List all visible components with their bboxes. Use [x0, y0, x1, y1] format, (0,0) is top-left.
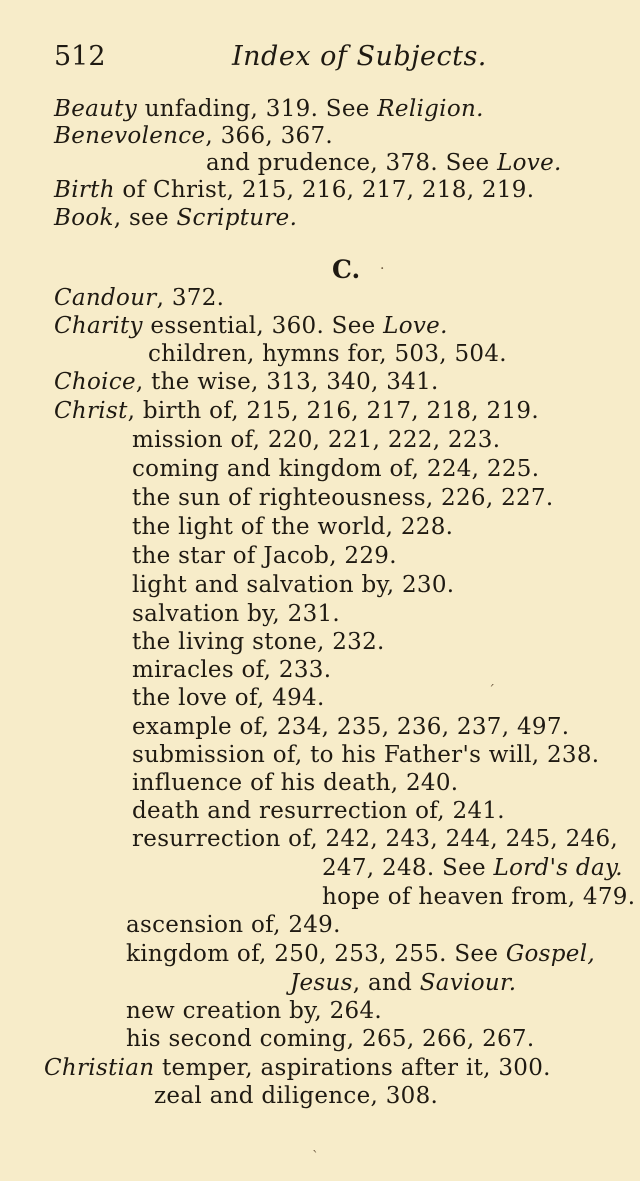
index-subentry: the light of the world, 228. [132, 514, 454, 540]
index-entry-beauty: Beauty unfading, 319. See Religion. [54, 96, 484, 122]
page-number: 512 [54, 41, 106, 72]
index-subentry: light and salvation by, 230. [132, 572, 455, 598]
index-subentry: resurrection of, 242, 243, 244, 245, 246, [132, 826, 619, 852]
index-subentry-continued: 247, 248. See Lord's day. [322, 855, 623, 881]
index-subentry: his second coming, 265, 266, 267. [126, 1026, 535, 1052]
index-subentry: miracles of, 233. [132, 657, 332, 683]
page-title: Index of Subjects. [232, 41, 487, 72]
index-subentry: hope of heaven from, 479. [322, 884, 636, 910]
index-subentry: submission of, to his Father's will, 238. [132, 742, 600, 768]
index-subentry: kingdom of, 250, 253, 255. See Gospel, [126, 941, 595, 967]
index-entry-candour: Candour, 372. [54, 285, 225, 311]
index-entry-birth: Birth of Christ, 215, 216, 217, 218, 219. [54, 177, 535, 203]
index-subentry: example of, 234, 235, 236, 237, 497. [132, 714, 570, 740]
index-entry-book: Book, see Scripture. [54, 205, 298, 231]
paper-speck: · [380, 261, 385, 277]
paper-speck: ˊ [488, 683, 495, 699]
index-subentry-continued: Jesus, and Saviour. [290, 970, 517, 996]
index-subentry: new creation by, 264. [126, 998, 382, 1024]
index-entry-choice: Choice, the wise, 313, 340, 341. [54, 369, 439, 395]
index-entry-christian: Christian temper, aspirations after it, 300. [44, 1055, 551, 1081]
index-subentry: zeal and diligence, 308. [154, 1083, 439, 1109]
index-entry-charity: Charity essential, 360. See Love. [54, 313, 448, 339]
index-entry-benevolence: Benevolence, 366, 367. [54, 123, 334, 149]
index-entry-christ: Christ, birth of, 215, 216, 217, 218, 219. [54, 398, 539, 424]
index-subentry: ascension of, 249. [126, 912, 341, 938]
index-subentry: salvation by, 231. [132, 601, 341, 627]
paper-speck: ˋ [312, 1149, 319, 1165]
index-subentry: mission of, 220, 221, 222, 223. [132, 427, 501, 453]
index-subentry: the star of Jacob, 229. [132, 543, 397, 569]
section-letter: C. [332, 255, 361, 284]
index-subentry: the living stone, 232. [132, 629, 385, 655]
index-subentry: children, hymns for, 503, 504. [148, 341, 507, 367]
index-subentry: and prudence, 378. See Love. [206, 150, 562, 176]
index-subentry: influence of his death, 240. [132, 770, 459, 796]
index-subentry: the love of, 494. [132, 685, 325, 711]
index-subentry: death and resurrection of, 241. [132, 798, 505, 824]
index-subentry: the sun of righteousness, 226, 227. [132, 485, 554, 511]
index-subentry: coming and kingdom of, 224, 225. [132, 456, 540, 482]
